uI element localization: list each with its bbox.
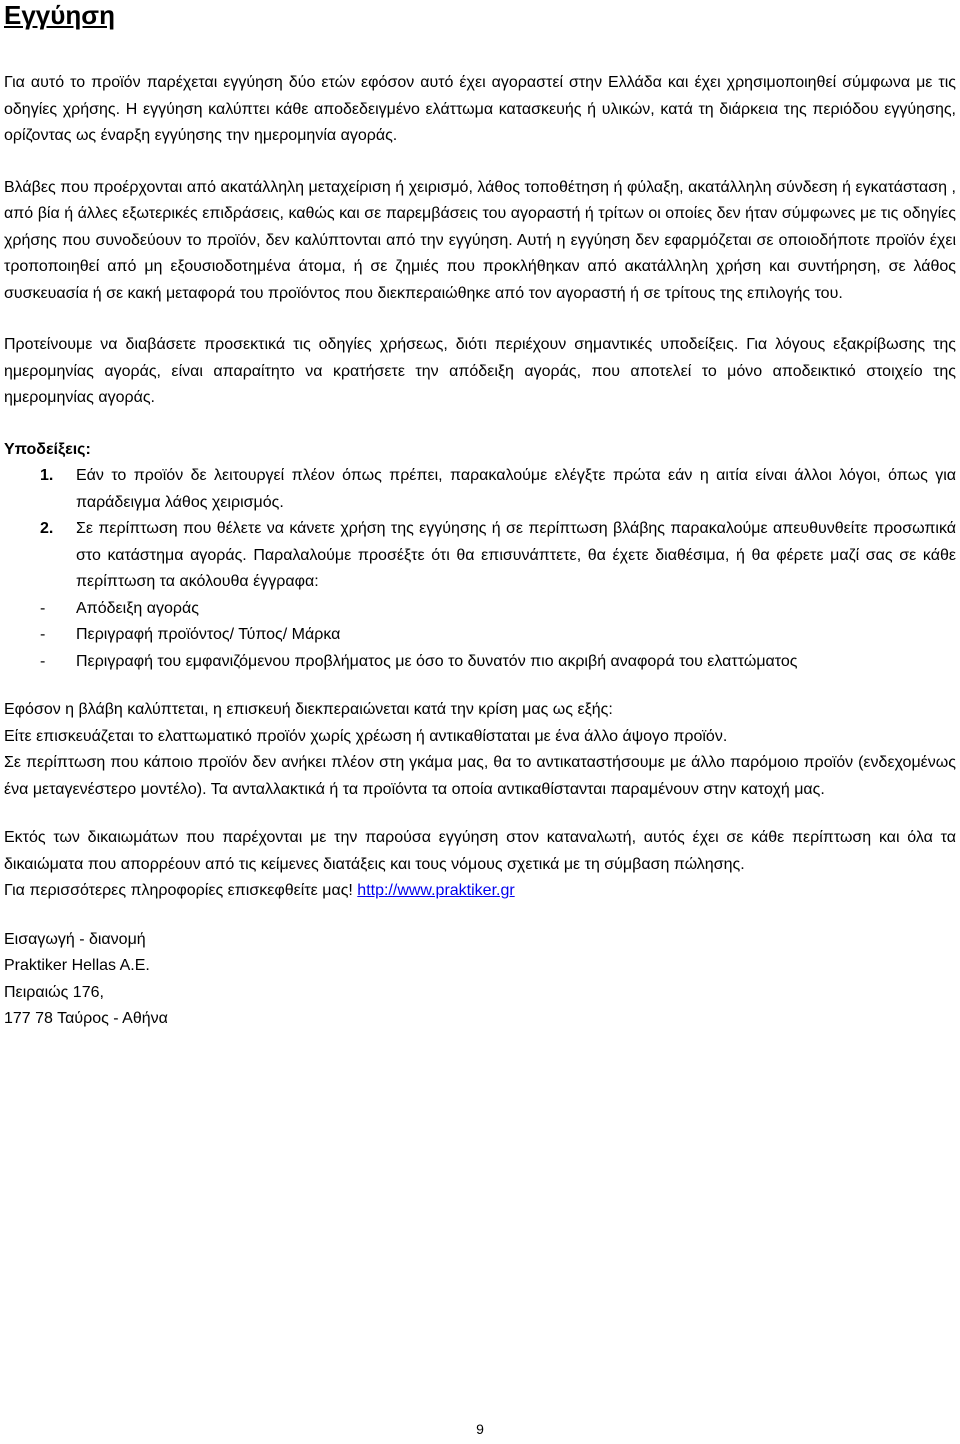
list-item <box>4 622 956 649</box>
hint-text: Εάν το προϊόν δε λειτουργεί πλέον όπως πρέπει, παρακαλούμε ελέγξτε πρώτα εάν η αιτία είναι άλλοι λόγοι, όπως για παράδειγμα λάθος χειρισμός. <box>76 467 956 511</box>
address-line: 177 78 Ταύρος - Αθήνα <box>4 1010 168 1027</box>
required-documents-list <box>4 596 956 676</box>
address-block <box>4 927 956 1033</box>
address-line: Praktiker Hellas A.E. <box>4 957 150 974</box>
page-title: Εγγύηση <box>4 0 115 30</box>
list-item <box>4 649 956 676</box>
address-line: Εισαγωγή - διανομή <box>4 930 146 948</box>
exclusions-paragraph: Βλάβες που προέρχονται από ακατάλληλη μεταχείριση ή χειρισμό, λάθος τοποθέτηση ή φύλαξη, ακατάλληλη σύνδεση ή εγκατάσταση , από βία ή άλλες εξωτερικές επιδράσεις, καθώς και σε παρεμβάσεις του αγοραστή ή τρίτων οι οποίες δεν ήταν σύμφωνες με τις οδηγίες χρήσης που συνοδεύουν το προϊόν, δεν καλύπτονται από την εγγύηση. Αυτή η εγγύηση δεν εφαρμόζεται σε οποιοδήποτε προϊόν έχει τροποποιηθεί από μη εξουσιοδοτημένα άτομα, ή σε ζημιές που προκλήθηκαν από ακατάλληλη χρήση και συντήρηση, σε λάθος συσκευασία ή σε κακή μεταφορά του προϊόντος που διεκπεραιώθηκε από τον αγοραστή ή σε τρίτους της επιλογής του. <box>4 178 956 302</box>
document-page <box>4 0 956 1033</box>
hint-number: 2. <box>40 520 54 537</box>
rights-paragraph: Εκτός των δικαιωμάτων που παρέχονται με την παρούσα εγγύηση στον καταναλωτή, αυτός έχει σε κάθε περίπτωση και όλα τα δικαιώματα που απορρέουν από τις κείμενες διατάξεις και τους νόμους σχετικά με τη σύμβαση πώλησης. <box>4 829 956 873</box>
dash-bullet: - <box>40 652 46 670</box>
list-item <box>4 463 956 516</box>
document-item-text: Περιγραφή προϊόντος/ Τύπος/ Μάρκα <box>76 626 341 643</box>
list-item <box>4 516 956 596</box>
address-line: Πειραιώς 176, <box>4 983 104 1001</box>
dash-bullet: - <box>40 626 46 643</box>
dash-bullet: - <box>40 599 46 617</box>
warranty-paragraph: Για αυτό το προϊόν παρέχεται εγγύηση δύο ετών εφόσον αυτό έχει αγοραστεί στην Ελλάδα και έχει χρησιμοποιηθεί σύμφωνα με τις οδηγίες χρήσης. Η εγγύηση καλύπτει κάθε αποδεδειγμένο ελάττωμα κατασκευής ή υλικών, κατά τη διάρκεια της περιόδου εγγύησης, ορίζοντας ως έναρξη εγγύησης την ημερομηνία αγοράς. <box>4 74 956 144</box>
repair-intro: Εφόσον η βλάβη καλύπτεται, η επισκευή διεκπεραιώνεται κατά την κρίση μας ως εξής: <box>4 701 613 718</box>
instructions-paragraph: Προτείνουμε να διαβάσετε προσεκτικά τις οδηγίες χρήσεως, διότι περιέχουν σημαντικές υποδείξεις. Για λόγους εξακρίβωσης της ημερομηνίας αγοράς, είναι απαραίτητο να κρατήσετε την απόδειξη αγοράς, που αποτελεί το μόνο αποδεικτικό στοιχείο της ημερομηνίας αγοράς. <box>4 336 956 406</box>
document-item-text: Περιγραφή του εμφανιζόμενου προβλήματος με όσο το δυνατόν πιο ακριβή αναφορά του ελαττώματος <box>76 652 798 670</box>
list-item <box>4 596 956 623</box>
repair-option-2: Σε περίπτωση που κάποιο προϊόν δεν ανήκει πλέον στη γκάμα μας, θα το αντικαταστήσουμε με άλλο παρόμοιο προϊόν (ενδεχομένως ένα μεταγενέστερο μοντέλο). Τα ανταλλακτικά ή τα προϊόντα τα οποία αντικαθίστανται παραμένουν στην κατοχή μας. <box>4 754 956 798</box>
hint-number: 1. <box>40 467 54 484</box>
rights-section <box>4 825 956 905</box>
website-link[interactable]: http://www.praktiker.gr <box>357 882 515 899</box>
document-item-text: Απόδειξη αγοράς <box>76 599 199 617</box>
hints-list <box>4 463 956 596</box>
hint-text: Σε περίπτωση που θέλετε να κάνετε χρήση της εγγύησης ή σε περίπτωση βλάβης παρακαλούμε απευθυνθείτε προσωπικά στο κατάστημα αγοράς. Παραλαλούμε προσέξτε ότι θα επισυνάπτετε, θα έχετε διαθέσιμα, ή θα φέρετε μαζί σας σε κάθε περίπτωση τα ακόλουθα έγγραφα: <box>76 520 956 590</box>
repair-option-1: Είτε επισκευάζεται το ελαττωματικό προϊόν χωρίς χρέωση ή αντικαθίσταται με ένα άλλο άψογο προϊόν. <box>4 727 728 745</box>
hints-heading: Υποδείξεις: <box>4 440 91 458</box>
info-text: Για περισσότερες πληροφορίες επισκεφθείτε μας! <box>4 882 353 899</box>
page-number: 9 <box>476 1421 484 1437</box>
repair-section <box>4 697 956 803</box>
info-line <box>4 878 956 905</box>
